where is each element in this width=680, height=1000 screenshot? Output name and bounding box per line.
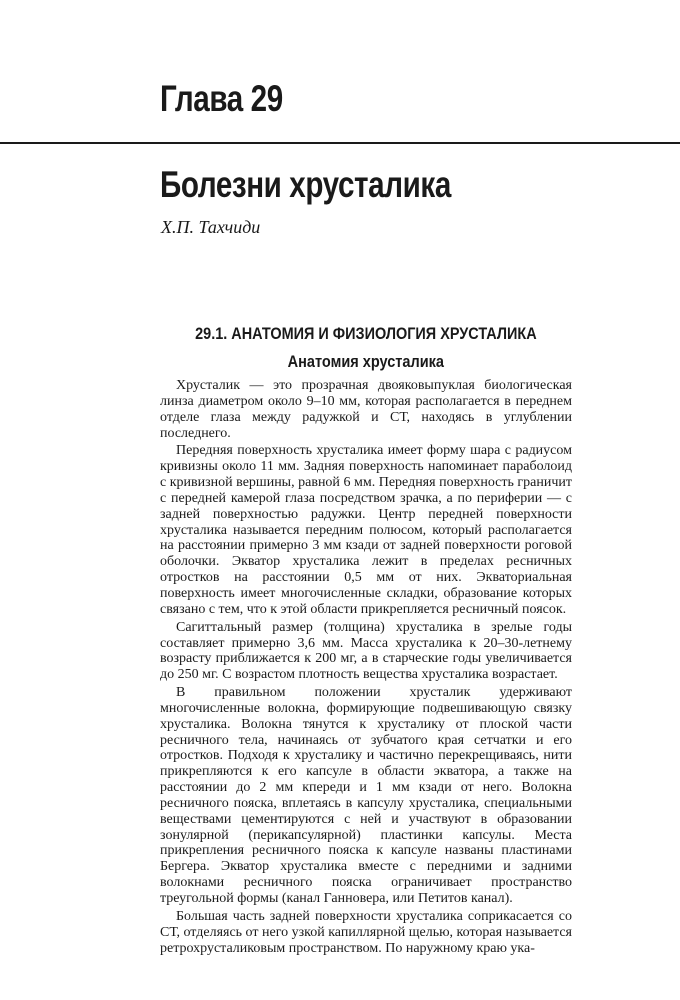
chapter-divider xyxy=(0,142,680,144)
paragraph: Сагиттальный размер (толщина) хрусталика в зрелые годы составляет примерно 3,6 мм. Масса хрусталика к 20–30-летнему возрасту приближается к 200 мг, а в старческие годы увеличивается до 250 мг. С возрастом плотность вещества хрусталика возрастает. xyxy=(160,619,572,683)
chapter-author: Х.П. Тахчиди xyxy=(161,217,261,237)
body-text xyxy=(160,378,572,958)
chapter-label: Глава 29 xyxy=(160,78,283,119)
paragraph: Большая часть задней поверхности хрусталика соприкасается со СТ, отделяясь от него узкой капиллярной щелью, которая называется ретрохрусталиковым пространством. По наружному краю ука- xyxy=(160,908,572,956)
paragraph: Хрусталик — это прозрачная двояковыпуклая биологическая линза диаметром около 9–10 мм, которая располагается в переднем отделе глаза между радужкой и СТ, находясь в углублении последнего. xyxy=(160,378,572,441)
paragraph: Передняя поверхность хрусталика имеет форму шара с радиусом кривизны около 11 мм. Задняя поверхность напоминает параболоид с кривизной вершины, равной 6 мм. Передняя поверхность граничит с передней камерой глаза посредством зрачка, а по периферии — с задней поверхностью радужки. Центр передней поверхности хрусталика называется передним полюсом, который располагается на расстоянии примерно 3 мм кзади от задней поверхности роговой оболочки. Экватор хрусталика лежит в пределах ресничных отростков на расстоянии 0,5 мм от них. Экваториальная поверхность имеет многочисленные складки, образование которых связано с тем, что к этой области прикрепляется ресничный поясок. xyxy=(160,443,572,617)
subsection-heading-text: Анатомия хрусталика xyxy=(287,353,445,371)
paragraph: В правильном положении хрусталик удерживают многочисленные волокна, формирующие подвешивающую связку хрусталика. Волокна тянутся к хрусталику от плоской части ресничного тела, начинаясь от зубчатого края сетчатки и его отростков. Подходя к хрусталику и частично перекрещиваясь, нити прикрепляются к его капсуле в области экватора, а также на расстоянии до 2 мм кпереди и 1 мм кзади от него. Волокна ресничного пояска, вплетаясь в капсулу хрусталика, специальными веществами цементируются с ней и участвуют в образовании зонулярной (перикапсулярной) пластинки капсулы. Места прикрепления ресничного пояска к капсуле названы пластинами Бергера. Экватор хрусталика вместе с передними и задними волокнами ресничного пояска ограничивает пространство треугольной формы (канал Ганновера, или Петитов канал). xyxy=(160,685,572,906)
subsection-heading xyxy=(160,353,572,372)
section-heading xyxy=(160,324,572,344)
section-heading-text: 29.1. АНАТОМИЯ И ФИЗИОЛОГИЯ ХРУСТАЛИКА xyxy=(195,324,537,343)
chapter-title: Болезни хрусталика xyxy=(160,164,451,205)
